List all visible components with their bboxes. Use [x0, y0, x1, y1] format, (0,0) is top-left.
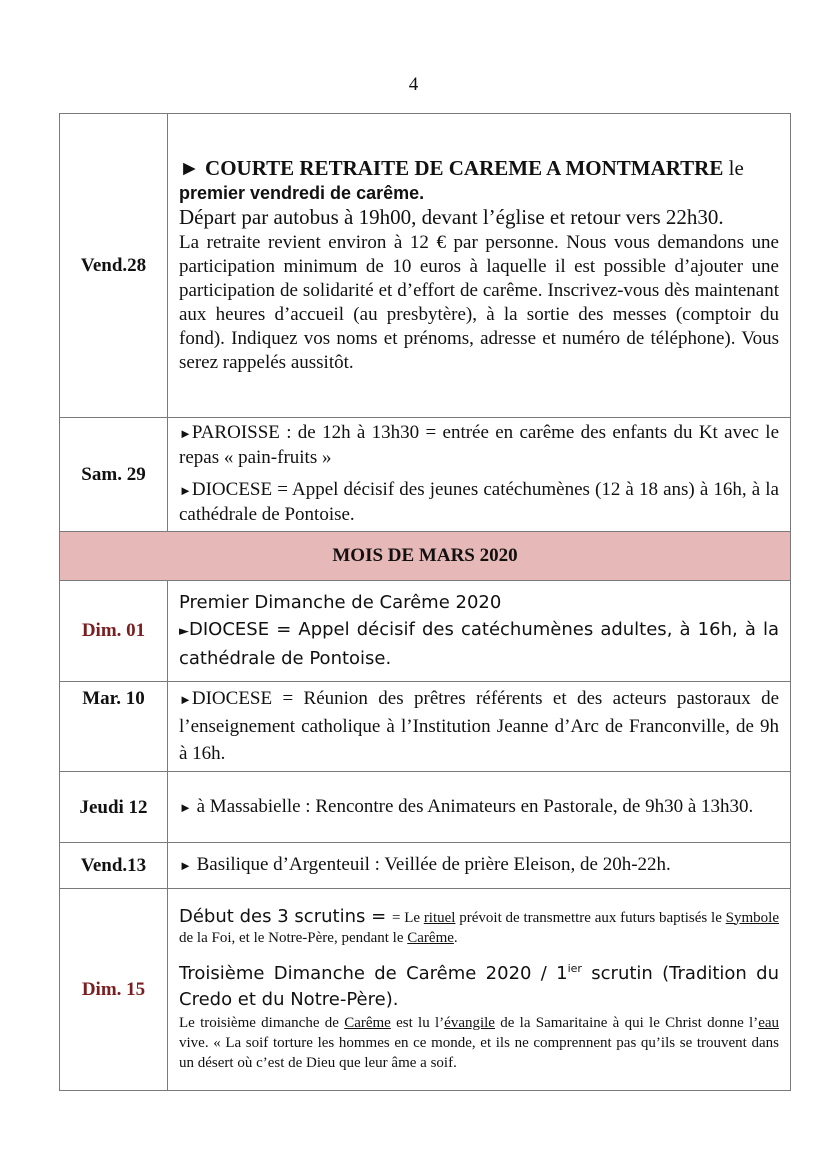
event-cell — [168, 418, 791, 532]
page-number: 4 — [408, 74, 419, 95]
table-row — [60, 772, 791, 843]
link-careme[interactable]: Carême — [407, 929, 454, 946]
samaritan-text: est lu l’ — [390, 1014, 445, 1031]
event-line — [179, 478, 779, 527]
event-line — [179, 853, 779, 878]
event-cell — [168, 114, 791, 418]
departure-text: Départ par autobus à 19h00, devant l’église et retour vers 22h30. — [179, 204, 724, 229]
scrutins-text: de la Foi, et le Notre-Père, pendant le — [179, 929, 408, 946]
table-row — [60, 889, 791, 1091]
event-cell — [168, 772, 791, 843]
title-sans: premier vendredi de carême. — [179, 182, 425, 203]
link-evangile[interactable]: évangile — [444, 1014, 495, 1031]
link-rituel[interactable]: rituel — [423, 909, 456, 926]
date-cell: Jeudi 12 — [60, 772, 168, 843]
link-careme[interactable]: Carême — [344, 1014, 391, 1031]
bullet-icon: ► — [179, 483, 192, 498]
event-cell — [168, 581, 791, 682]
event-line — [179, 685, 779, 767]
date-cell: Vend.13 — [60, 843, 168, 889]
date-cell: Dim. 01 — [60, 581, 168, 682]
date-cell: Mar. 10 — [60, 682, 168, 772]
title-bold: ► COURTE RETRAITE DE CAREME A MONTMARTRE — [179, 155, 724, 180]
event-cell — [168, 682, 791, 772]
link-eau[interactable]: eau — [758, 1014, 780, 1031]
bullet-icon: ► — [179, 857, 192, 873]
table-row — [60, 682, 791, 772]
third-sunday-title — [179, 956, 779, 1013]
superscript: ier — [567, 961, 582, 975]
samaritan-text: vive. « La soif torture les hommes en ce monde, et ils ne comprennent pas qu’ils se trouvent dans un désert où c’est de Dieu que leur âme a soif. — [179, 1034, 779, 1071]
event-text: Basilique d’Argenteuil : Veillée de prière Eleison, de 20h-22h. — [196, 853, 671, 875]
scrutins-text: = Le — [391, 909, 424, 926]
event-cell — [168, 889, 791, 1091]
date-cell: Sam. 29 — [60, 418, 168, 532]
date-cell: Dim. 15 — [60, 889, 168, 1091]
event-line — [179, 793, 779, 821]
month-header: MOIS DE MARS 2020 — [60, 532, 791, 581]
link-symbole[interactable]: Symbole — [725, 909, 780, 926]
table-row — [60, 843, 791, 889]
calendar-table — [59, 113, 791, 1091]
event-text: à Massabielle : Rencontre des Animateurs en Pastorale, de 9h30 à 13h30. — [196, 795, 754, 817]
bullet-icon: ► — [179, 799, 192, 815]
bullet-icon: ► — [179, 624, 189, 639]
third-sunday-text: scrutin (Tradition du Credo et du Notre-Père). — [179, 962, 779, 1010]
samaritan-text: de la Samaritaine à qui le Christ donne l’ — [494, 1014, 759, 1031]
samaritan-paragraph — [179, 1013, 779, 1073]
bullet-icon: ► — [179, 426, 192, 441]
table-row — [60, 418, 791, 532]
event-cell — [168, 843, 791, 889]
scrutins-heading: Début des 3 scrutins = — [179, 905, 392, 927]
event-line — [179, 616, 779, 672]
table-row — [60, 581, 791, 682]
event-line: Premier Dimanche de Carême 2020 — [179, 592, 502, 613]
scrutins-text: prévoit de transmettre aux futurs baptisés le — [455, 909, 726, 926]
third-sunday-text: Troisième Dimanche de Carême 2020 / 1 — [179, 962, 568, 984]
event-text: DIOCESE = Appel décisif des catéchumènes adultes, à 16h, à la cathédrale de Pontoise. — [179, 619, 779, 669]
month-header-row — [60, 532, 791, 581]
event-text: DIOCESE = Réunion des prêtres référents et des acteurs pastoraux de l’enseignement catholique à l’Institution Jeanne d’Arc de Franconville, de 9h à 16h. — [179, 688, 779, 764]
title-connector: le — [723, 155, 744, 180]
samaritan-text: Le troisième dimanche de — [179, 1014, 345, 1031]
bullet-icon: ► — [179, 692, 192, 707]
scrutins-paragraph — [179, 907, 779, 948]
scrutins-text: . — [453, 929, 458, 946]
table-row — [60, 114, 791, 418]
event-text: PAROISSE : de 12h à 13h30 = entrée en carême des enfants du Kt avec le repas « pain-fruits » — [179, 422, 779, 468]
retreat-details: La retraite revient environ à 12 € par personne. Nous vous demandons une participation minimum de 10 euros à laquelle il est possible d’ajouter une participation de solidarité et d’effort de carême. Inscrivez-vous dès maintenant aux heures d’accueil (au presbytère), à la sortie des messes (comptoir du fond). Indiquez vos noms et prénoms, adresse et numéro de téléphone). Vous serez rappelés aussitôt. — [179, 231, 779, 373]
event-line — [179, 421, 779, 470]
date-cell: Vend.28 — [60, 114, 168, 418]
event-text: DIOCESE = Appel décisif des jeunes catéchumènes (12 à 18 ans) à 16h, à la cathédrale de Pontoise. — [179, 479, 779, 525]
event-title — [179, 156, 779, 205]
